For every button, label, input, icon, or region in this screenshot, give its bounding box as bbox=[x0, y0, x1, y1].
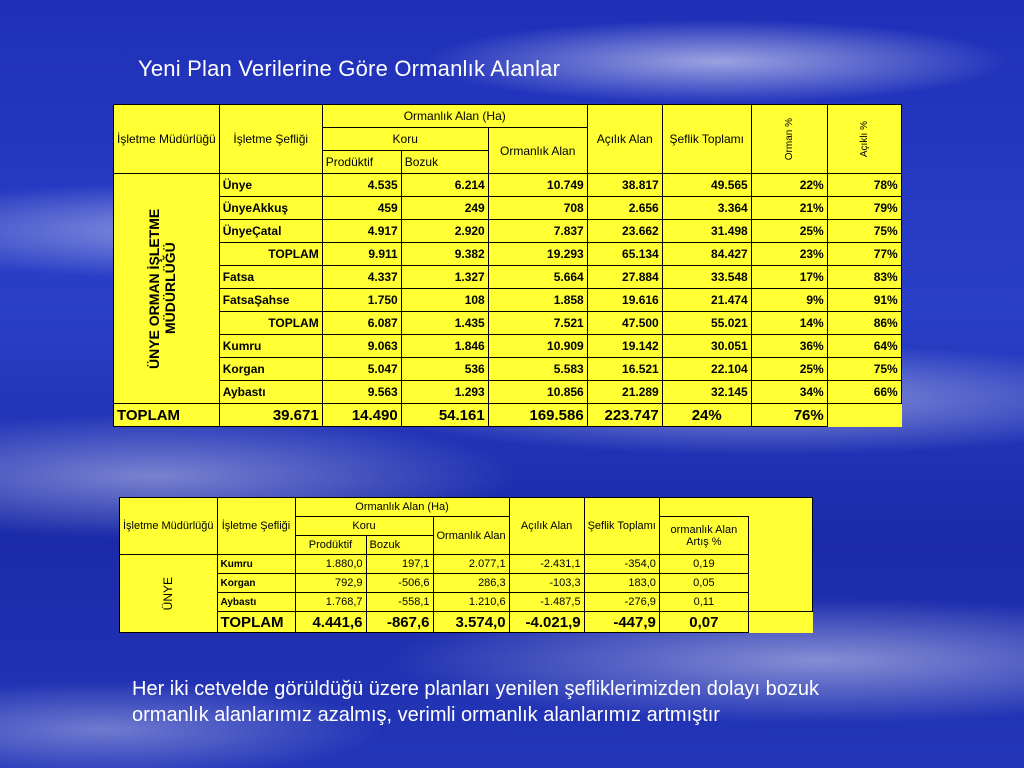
cell-produktif: 4.917 bbox=[322, 220, 401, 243]
cell-aciklik: 19.142 bbox=[587, 335, 662, 358]
t2-total-cell: 0,07 bbox=[659, 612, 748, 633]
cell-produktif: 6.087 bbox=[322, 312, 401, 335]
t2-mudurluk-name: ÜNYE bbox=[161, 576, 176, 611]
cell-aciklik: 2.656 bbox=[587, 197, 662, 220]
cell-acik: 79% bbox=[827, 197, 901, 220]
cell-ormanlik: 708 bbox=[488, 197, 587, 220]
t2-cell: -103,3 bbox=[509, 574, 584, 593]
t2-header-artis: ormanlık Alan Artış % bbox=[659, 517, 748, 555]
t2-row-name: Kumru bbox=[217, 555, 295, 574]
cell-aciklik: 38.817 bbox=[587, 174, 662, 197]
cell-bozuk: 1.846 bbox=[401, 335, 488, 358]
table-row bbox=[114, 174, 902, 197]
t2-cell: 183,0 bbox=[584, 574, 659, 593]
cell-acik: 77% bbox=[827, 243, 901, 266]
t2-total-label: TOPLAM bbox=[217, 612, 295, 633]
cell-bozuk: 536 bbox=[401, 358, 488, 381]
cell-toplam: 22.104 bbox=[662, 358, 751, 381]
cell-bozuk: 1.327 bbox=[401, 266, 488, 289]
cell-acik: 78% bbox=[827, 174, 901, 197]
mudurluk-name: ÜNYE ORMAN İŞLETME MÜDÜRLÜĞÜ bbox=[146, 208, 179, 369]
cell-acik: 64% bbox=[827, 335, 901, 358]
cell-aciklik: 19.616 bbox=[587, 289, 662, 312]
cell-ormanlik: 19.293 bbox=[488, 243, 587, 266]
t2-cell: -506,6 bbox=[366, 574, 433, 593]
cell-orman: 34% bbox=[751, 381, 827, 404]
header-koru: Koru bbox=[322, 128, 488, 151]
t2-cell: 0,19 bbox=[659, 555, 748, 574]
cell-toplam: 84.427 bbox=[662, 243, 751, 266]
cell-produktif: 4.337 bbox=[322, 266, 401, 289]
cell-produktif: 4.535 bbox=[322, 174, 401, 197]
header-orman-pct: Orman % bbox=[783, 117, 795, 161]
cell-bozuk: 1.293 bbox=[401, 381, 488, 404]
t2-row-name: Korgan bbox=[217, 574, 295, 593]
header-aciklik: Açılık Alan bbox=[587, 105, 662, 174]
forest-change-table bbox=[119, 497, 813, 633]
seflik-name: Aybastı bbox=[219, 381, 322, 404]
cell-bozuk: 9.382 bbox=[401, 243, 488, 266]
t2-cell: -2.431,1 bbox=[509, 555, 584, 574]
subtotal-label: TOPLAM bbox=[219, 243, 322, 266]
cell-aciklik: 27.884 bbox=[587, 266, 662, 289]
header-mudurluk: İşletme Müdürlüğü bbox=[114, 105, 220, 174]
t2-header-seflik-toplami: Şeflik Toplamı bbox=[584, 498, 659, 555]
header-seflik-toplami: Şeflik Toplamı bbox=[662, 105, 751, 174]
t2-cell: 0,11 bbox=[659, 593, 748, 612]
total-toplam: 223.747 bbox=[587, 404, 662, 427]
t2-header-koru: Koru bbox=[295, 517, 433, 536]
t2-header-aciklik: Açılık Alan bbox=[509, 498, 584, 555]
cell-orman: 9% bbox=[751, 289, 827, 312]
t2-total-cell: 4.441,6 bbox=[295, 612, 366, 633]
t2-cell: 1.768,7 bbox=[295, 593, 366, 612]
t2-total-row bbox=[120, 612, 813, 633]
cell-bozuk: 6.214 bbox=[401, 174, 488, 197]
cell-bozuk: 2.920 bbox=[401, 220, 488, 243]
seflik-name: Ünye bbox=[219, 174, 322, 197]
seflik-name: ÜnyeAkkuş bbox=[219, 197, 322, 220]
header-ormanlik: Ormanlık Alan bbox=[488, 128, 587, 174]
total-orman-pct: 24% bbox=[662, 404, 751, 427]
table-row bbox=[114, 358, 902, 381]
cell-produktif: 9.563 bbox=[322, 381, 401, 404]
seflik-name: FatsaŞahse bbox=[219, 289, 322, 312]
cell-acik: 83% bbox=[827, 266, 901, 289]
header-aciklik-pct: Açıklı % bbox=[858, 120, 870, 158]
slide-note: Her iki cetvelde görüldüğü üzere planları yenilen şefliklerimizden dolayı bozuk ormanlık alanlarımız azalmış, verimli ormanlık alanlarımız artmıştır bbox=[132, 678, 820, 726]
cell-ormanlik: 10.909 bbox=[488, 335, 587, 358]
subtotal-label: TOPLAM bbox=[219, 312, 322, 335]
t2-cell: -276,9 bbox=[584, 593, 659, 612]
t2-header-produktif: Prodüktif bbox=[295, 536, 366, 555]
cell-acik: 75% bbox=[827, 358, 901, 381]
cell-acik: 86% bbox=[827, 312, 901, 335]
cell-produktif: 459 bbox=[322, 197, 401, 220]
cell-toplam: 31.498 bbox=[662, 220, 751, 243]
table-row bbox=[114, 312, 902, 335]
cell-aciklik: 65.134 bbox=[587, 243, 662, 266]
seflik-name: Kumru bbox=[219, 335, 322, 358]
t2-cell: 2.077,1 bbox=[433, 555, 509, 574]
cell-orman: 22% bbox=[751, 174, 827, 197]
cell-aciklik: 23.662 bbox=[587, 220, 662, 243]
slide-title: Yeni Plan Verilerine Göre Ormanlık Alanlar bbox=[138, 56, 561, 81]
cell-orman: 23% bbox=[751, 243, 827, 266]
header-bozuk: Bozuk bbox=[401, 151, 488, 174]
t2-header-mudurluk: İşletme Müdürlüğü bbox=[120, 498, 218, 555]
cell-bozuk: 1.435 bbox=[401, 312, 488, 335]
cell-produktif: 9.911 bbox=[322, 243, 401, 266]
cell-acik: 91% bbox=[827, 289, 901, 312]
cell-produktif: 5.047 bbox=[322, 358, 401, 381]
cell-toplam: 21.474 bbox=[662, 289, 751, 312]
total-aciklik: 169.586 bbox=[488, 404, 587, 427]
seflik-name: ÜnyeÇatal bbox=[219, 220, 322, 243]
t2-total-cell: -4.021,9 bbox=[509, 612, 584, 633]
t2-cell: 286,3 bbox=[433, 574, 509, 593]
cell-toplam: 32.145 bbox=[662, 381, 751, 404]
seflik-name: Korgan bbox=[219, 358, 322, 381]
table-row bbox=[114, 381, 902, 404]
cell-ormanlik: 10.749 bbox=[488, 174, 587, 197]
t2-cell: 1.210,6 bbox=[433, 593, 509, 612]
cell-ormanlik: 5.664 bbox=[488, 266, 587, 289]
cell-ormanlik: 7.521 bbox=[488, 312, 587, 335]
t2-cell: 0,05 bbox=[659, 574, 748, 593]
cell-toplam: 3.364 bbox=[662, 197, 751, 220]
cell-produktif: 9.063 bbox=[322, 335, 401, 358]
cell-toplam: 33.548 bbox=[662, 266, 751, 289]
cell-aciklik: 21.289 bbox=[587, 381, 662, 404]
cell-produktif: 1.750 bbox=[322, 289, 401, 312]
cell-orman: 25% bbox=[751, 358, 827, 381]
t2-total-cell: -447,9 bbox=[584, 612, 659, 633]
table-row bbox=[114, 289, 902, 312]
t2-row-name: Aybastı bbox=[217, 593, 295, 612]
header-ormanlik-alan: Ormanlık Alan (Ha) bbox=[322, 105, 587, 128]
total-produktif: 39.671 bbox=[219, 404, 322, 427]
cell-acik: 66% bbox=[827, 381, 901, 404]
cell-orman: 36% bbox=[751, 335, 827, 358]
seflik-name: Fatsa bbox=[219, 266, 322, 289]
t2-cell: -354,0 bbox=[584, 555, 659, 574]
t2-cell: -558,1 bbox=[366, 593, 433, 612]
cell-ormanlik: 7.837 bbox=[488, 220, 587, 243]
cell-acik: 75% bbox=[827, 220, 901, 243]
cell-toplam: 49.565 bbox=[662, 174, 751, 197]
table-row bbox=[114, 220, 902, 243]
table-row bbox=[114, 335, 902, 358]
total-ormanlik: 54.161 bbox=[401, 404, 488, 427]
t2-header-bozuk: Bozuk bbox=[366, 536, 433, 555]
cell-orman: 17% bbox=[751, 266, 827, 289]
total-bozuk: 14.490 bbox=[322, 404, 401, 427]
t2-header-ormanlik-alan: Ormanlık Alan (Ha) bbox=[295, 498, 509, 517]
cell-toplam: 55.021 bbox=[662, 312, 751, 335]
cell-ormanlik: 5.583 bbox=[488, 358, 587, 381]
cell-aciklik: 47.500 bbox=[587, 312, 662, 335]
table-total-row bbox=[114, 404, 902, 427]
table-row bbox=[114, 266, 902, 289]
table-row bbox=[114, 243, 902, 266]
t2-total-cell: -867,6 bbox=[366, 612, 433, 633]
cell-orman: 14% bbox=[751, 312, 827, 335]
cell-toplam: 30.051 bbox=[662, 335, 751, 358]
t2-total-cell: 3.574,0 bbox=[433, 612, 509, 633]
cell-ormanlik: 1.858 bbox=[488, 289, 587, 312]
total-label: TOPLAM bbox=[114, 404, 220, 427]
cell-bozuk: 108 bbox=[401, 289, 488, 312]
cell-orman: 21% bbox=[751, 197, 827, 220]
t2-header-ormanlik: Ormanlık Alan bbox=[433, 517, 509, 555]
header-produktif: Prodüktif bbox=[322, 151, 401, 174]
cell-aciklik: 16.521 bbox=[587, 358, 662, 381]
forest-area-table bbox=[113, 104, 902, 427]
table-row bbox=[114, 197, 902, 220]
t2-header-seflik: İşletme Şefliği bbox=[217, 498, 295, 555]
t2-cell: 1.880,0 bbox=[295, 555, 366, 574]
header-seflik: İşletme Şefliği bbox=[219, 105, 322, 174]
t2-cell: 792,9 bbox=[295, 574, 366, 593]
total-aciklik-pct: 76% bbox=[751, 404, 827, 427]
t2-cell: 197,1 bbox=[366, 555, 433, 574]
cell-ormanlik: 10.856 bbox=[488, 381, 587, 404]
t2-cell: -1.487,5 bbox=[509, 593, 584, 612]
cell-bozuk: 249 bbox=[401, 197, 488, 220]
cell-orman: 25% bbox=[751, 220, 827, 243]
